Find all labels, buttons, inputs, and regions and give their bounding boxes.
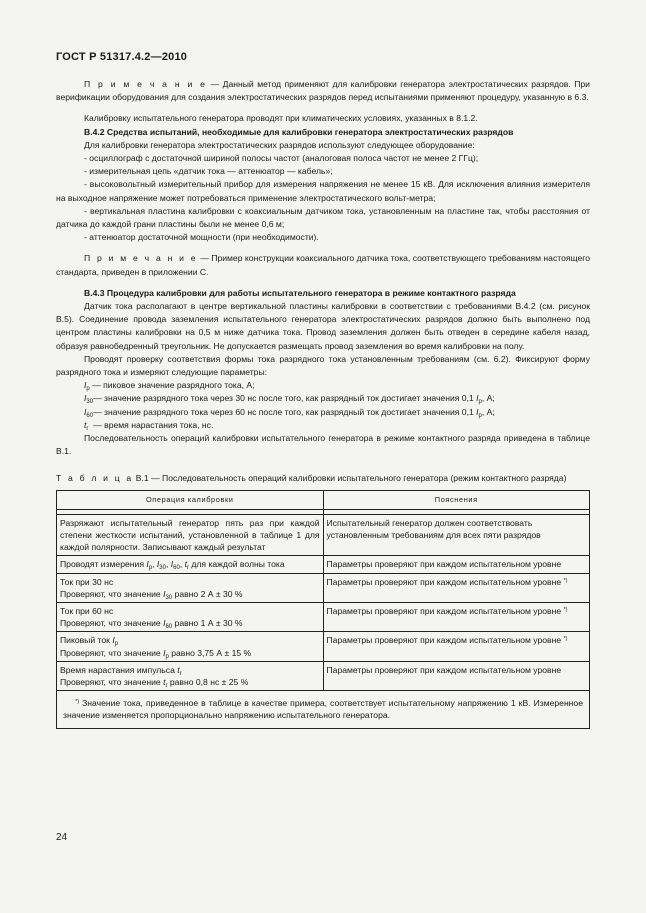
- table-row: Ток при 60 нс Проверяют, что значение $I_{60}$ равно 1 А ± 30 % Параметры проверяют при каждом испытательном уровне *): [57, 602, 590, 631]
- column-header-explanation: Пояснения: [323, 490, 590, 509]
- note-method: [56, 78, 590, 104]
- calibration-table: [56, 490, 590, 729]
- paragraph-probe-placement: Датчик тока располагают в центре вертикальной пластины калибровки в соответствии с требованиями В.4.2 (см. рисунок В.5). Соединение провода заземления испытательного генератора электростатических разрядов должно быть выполнено под центром пластины калибровки на 0,5 м ниже датчика тока. Провод заземления должен быть отведен в середине кабеля назад, образуя равнобедренный треугольник. Не допускается размещать провод заземления во время калибровки на полу.: [56, 301, 590, 351]
- page-number: 24: [56, 832, 68, 843]
- table-caption: Т а б л и ц а В.1 — Последовательность операций калибровки испытательного генератора (режим контактного разряда): [56, 473, 567, 484]
- note-text: — Пример конструкции коаксиального датчика тока, соответствующего требованиям настоящего стандарта, приведен в приложении С.: [56, 253, 590, 277]
- list-item: - вертикальная пластина калибровки с коаксиальным датчиком тока, установленным на пластине так, чтобы расстояния от датчика до каждой грани пластины были не менее 0,6 м;: [56, 205, 590, 230]
- paragraph-sequence: Последовательность операций калибровки испытательного генератора в режиме контактного разряда приведена в таблице В.1.: [56, 433, 590, 457]
- parameter-i60: $I_{60}—$ значение разрядного тока через 60 нс после того, как разрядный ток достигает значения 0,1 $I_p$, А;: [84, 406, 495, 419]
- column-header-operation: Операция калибровки: [57, 490, 324, 509]
- table-row: Проводят измерения $I_p$, $I_{30}$, $I_{60}$, $t_r$ для каждой волны тока Параметры проверяют при каждом испытательном уровне: [57, 556, 590, 573]
- section-heading-b42: В.4.2 Средства испытаний, необходимые для калибровки генератора электростатических разрядов: [84, 126, 514, 137]
- paragraph-climate: Калибровку испытательного генератора проводят при климатических условиях, указанных в 8.1.2.: [84, 113, 478, 124]
- list-item: - высоковольтный измерительный прибор для измерения напряжения не менее 15 кВ. Для исключения влияния измерителя на выходное напряжение может потребоваться применение электростатического вольт-метра;: [56, 179, 590, 203]
- note-probe: [56, 252, 590, 278]
- paragraph-equipment-intro: Для калибровки генератора электростатических разрядов используют следующее оборудование:: [84, 139, 475, 150]
- parameter-ip: $I_p$ — пиковое значение разрядного тока, А;: [84, 380, 255, 393]
- table-row: Разряжают испытательный генератор пять раз при каждой степени жесткости испытаний, установленной в таблице 1 для каждой полярности. Записывают каждый результат Испытательный генератор должен соответствовать установленным требованиям для всех пяти разрядов: [57, 514, 590, 556]
- table-header-row: [57, 490, 590, 509]
- paragraph-waveform: Проводят проверку соответствия формы тока разрядного тока установленным требованиям (см. 6.2). Фиксируют форму разрядного тока и измеряют следующие параметры:: [56, 353, 590, 378]
- table-footnote: *) Значение тока, приведенное в таблице в качестве примера, соответствует испытательному напряжению 1 кВ. Измеренное значение изменяется пропорционально напряжению испытательного генератора.: [57, 691, 590, 728]
- document-header: ГОСТ Р 51317.4.2—2010: [56, 51, 188, 63]
- list-item: - осциллограф с достаточной шириной полосы частот (аналоговая полоса частот не менее 2 ГГц);: [84, 153, 479, 164]
- table-footnote-row: [57, 691, 590, 728]
- section-heading-b43: В.4.3 Процедура калибровки для работы испытательного генератора в режиме контактного разряда: [84, 287, 516, 298]
- note-text: — Данный метод применяют для калибровки генератора электростатических разрядов. При верификации оборудования для создания электростатических разрядов перед испытаниями применяют процедуру, указанную в 6.3.: [56, 79, 590, 103]
- note-label: П р и м е ч а н и е: [84, 79, 208, 89]
- table-row: Время нарастания импульса $t_r$ Проверяют, что значение $t_r$ равно 0,8 нс ± 25 % Параметры проверяют при каждом испытательном уровне: [57, 661, 590, 690]
- table-row: Ток при 30 нс Проверяют, что значение $I_{30}$ равно 2 А ± 30 % Параметры проверяют при каждом испытательном уровне *): [57, 573, 590, 602]
- parameter-tr: $t_r$ — время нарастания тока, нс.: [84, 419, 214, 432]
- list-item: - измерительная цепь «датчик тока — аттенюатор — кабель»;: [84, 166, 333, 177]
- parameter-i30: $I_{30}—$ значение разрядного тока через 30 нс после того, как разрядный ток достигает значения 0,1 $I_p$, А;: [84, 393, 495, 406]
- list-item: - аттенюатор достаточной мощности (при необходимости).: [84, 232, 319, 243]
- note-label: П р и м е ч а н и е: [84, 253, 198, 264]
- document-body: [56, 78, 590, 729]
- table-row: Пиковый ток $I_p$ Проверяют, что значение $I_p$ равно 3,75 А ± 15 % Параметры проверяют при каждом испытательном уровне *): [57, 632, 590, 661]
